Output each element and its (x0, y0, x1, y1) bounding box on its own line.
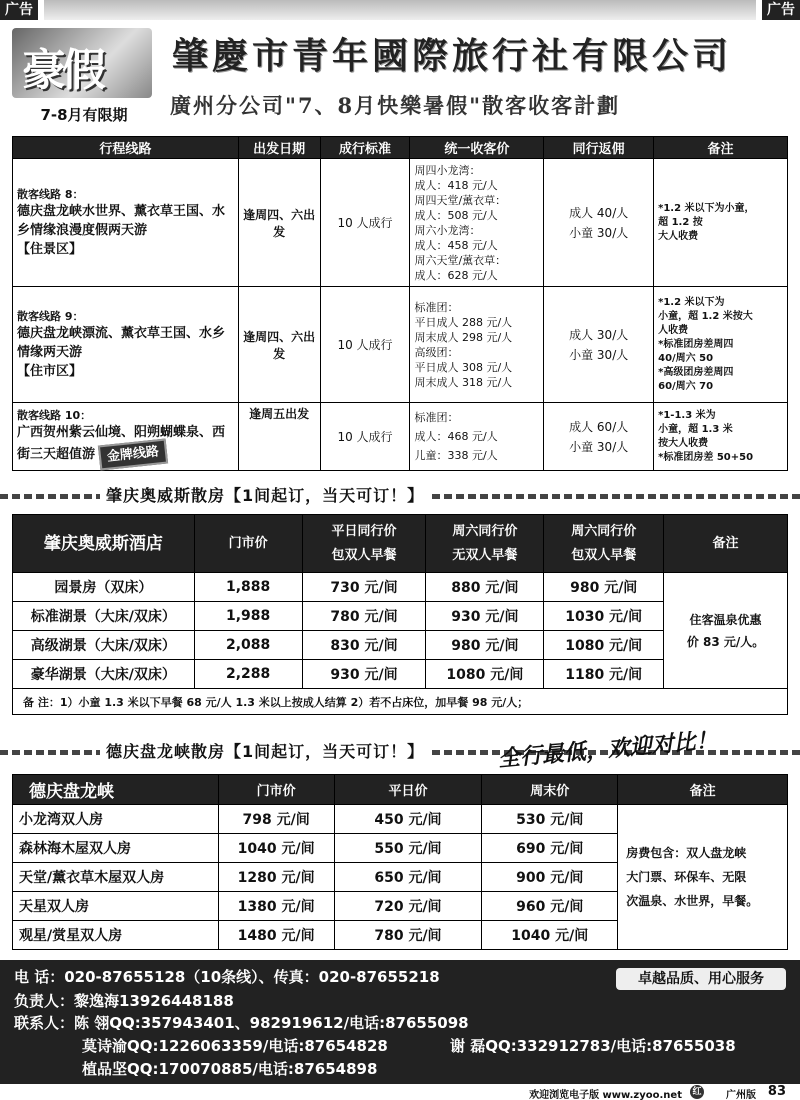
weekday-price: 650 元/间 (334, 863, 482, 892)
hotel-note (664, 573, 788, 689)
commission-line: 小童 30/人 (569, 347, 629, 362)
table-row (13, 573, 788, 602)
note-line: 房费包含：双人盘龙峡 (626, 846, 747, 860)
route-note (654, 287, 788, 403)
canyon-section-text: 德庆盘龙峡散房【1间起订，当天可订！】 (100, 740, 430, 764)
route-cell (13, 287, 239, 403)
room-type: 园景房（双床） (13, 573, 195, 602)
header-commission: 同行返佣 (544, 137, 654, 159)
price-line: 周四天堂/薰衣草： (414, 193, 507, 207)
price-line: 成人：508 元/人 (414, 208, 498, 222)
commission-line: 成人 30/人 (569, 327, 629, 342)
page-subtitle: 廣州分公司"7、8月快樂暑假"散客收客計劃 (170, 93, 621, 118)
route-commission (544, 159, 654, 287)
weekday-price: 550 元/间 (334, 834, 482, 863)
rack-price: 1480 元/间 (218, 921, 334, 950)
route-cell (13, 403, 239, 471)
sat-bf-price: 1080 元/间 (544, 631, 664, 660)
rack-price: 798 元/间 (218, 805, 334, 834)
note-line: 超 1.2 按 (658, 216, 703, 228)
table-row (13, 159, 788, 287)
routes-table (12, 136, 788, 471)
room-type: 观星/赏星双人房 (13, 921, 219, 950)
hotel-name: 肇庆奥威斯酒店 (13, 515, 195, 573)
table-row (13, 689, 788, 715)
commission-line: 成人 40/人 (569, 205, 629, 220)
gold-route-badge: 金牌线路 (98, 438, 168, 470)
header-line: 无双人早餐 (452, 547, 518, 563)
page-number: 83 (767, 1084, 786, 1099)
price-line: 儿童：338 元/人 (414, 449, 498, 462)
note-line: 人收费 (658, 324, 689, 336)
note-line: *1.2 米以下为小童， (658, 202, 755, 214)
price-line: 周六小龙湾： (414, 223, 481, 237)
price-line: 平日成人 308 元/人 (414, 360, 513, 374)
hotel-section-text: 肇庆奥威斯散房【1间起订，当天可订！】 (100, 484, 430, 508)
slogan: 全行最低，欢迎对比！ (497, 728, 719, 773)
route-note (654, 403, 788, 471)
route-commission (544, 287, 654, 403)
price-line: 周末成人 298 元/人 (414, 330, 513, 344)
note-line: 次温泉、水世界，早餐。 (626, 894, 759, 908)
promo-logo (8, 28, 160, 124)
price-line: 成人：418 元/人 (414, 178, 498, 192)
route-date: 逢周四、六出发 (238, 159, 320, 287)
header-weekday: 平日价 (334, 775, 482, 805)
manager: 负责人：黎逸海13926448188 (14, 992, 234, 1010)
route-cell (13, 159, 239, 287)
rack-price: 1,988 (194, 602, 302, 631)
contact-line: 莫诗渝QQ:1226063359/电话:87654828 (82, 1037, 388, 1055)
header-sat-bf (544, 515, 664, 573)
note-line: *标准团房差 50+50 (658, 451, 754, 463)
company-name: 肇慶市青年國際旅行社有限公司 (172, 35, 733, 77)
sat-nobf-price: 880 元/间 (426, 573, 544, 602)
weekday-price: 930 元/间 (302, 660, 426, 689)
note-line: 大门票、环保车、无限 (626, 870, 747, 884)
routes-header-row (13, 137, 788, 159)
note-line: 住客温泉优惠 (689, 612, 762, 627)
room-type: 森林海木屋双人房 (13, 834, 219, 863)
room-type: 小龙湾双人房 (13, 805, 219, 834)
header-price: 统一收客价 (410, 137, 544, 159)
sat-bf-price: 1030 元/间 (544, 602, 664, 631)
commission-line: 成人 60/人 (569, 419, 629, 434)
logo-box (12, 28, 152, 98)
website-text: 欢迎浏览电子版 www.zyoo.net (529, 1090, 682, 1100)
table-row (13, 403, 788, 471)
note-line: *标准团房差周四 (658, 338, 734, 350)
note-line: 小童，超 1.2 米按大 (658, 310, 753, 322)
sat-bf-price: 1180 元/间 (544, 660, 664, 689)
note-line: 价 83 元/人。 (686, 634, 765, 649)
note-line: 大人收费 (658, 230, 699, 242)
note-line: 40/周六 50 (658, 352, 714, 364)
header-date: 出发日期 (238, 137, 320, 159)
header-line: 包双人早餐 (331, 547, 397, 563)
table-row (13, 287, 788, 403)
route-date: 逢周五出发 (238, 403, 320, 471)
weekday-price: 780 元/间 (334, 921, 482, 950)
ad-label-right: 广告 (762, 0, 800, 20)
price-line: 标准团： (414, 300, 459, 314)
weekday-price: 830 元/间 (302, 631, 426, 660)
route-date: 逢周四、六出发 (238, 287, 320, 403)
route-desc: 德庆盘龙峡漂流、薰衣草王国、水乡情缘两天游 (17, 326, 226, 360)
price-line: 高级团： (414, 345, 459, 359)
weekend-price: 960 元/间 (482, 892, 618, 921)
route-standard: 10 人成行 (320, 287, 410, 403)
note-line: *1-1.3 米为 (658, 409, 716, 421)
route-name: 散客线路 8： (17, 188, 84, 201)
room-type: 天堂/薰衣草木屋双人房 (13, 863, 219, 892)
header-line: 平日同行价 (331, 523, 397, 539)
top-divider (44, 0, 756, 20)
contact-line: 谢 磊QQ:332912783/电话:87655038 (450, 1037, 736, 1055)
route-prices (410, 287, 544, 403)
rack-price: 1,888 (194, 573, 302, 602)
note-line: *1.2 米以下为 (658, 296, 725, 308)
edition-label: 广州版 (726, 1090, 756, 1100)
weekday-price: 720 元/间 (334, 892, 482, 921)
route-prices (410, 159, 544, 287)
route-prices (410, 403, 544, 471)
weekday-price: 450 元/间 (334, 805, 482, 834)
route-desc-text: 广西贺州紫云仙境、阳朔蝴蝶泉、西街三天超值游 (17, 424, 226, 462)
route-standard: 10 人成行 (320, 159, 410, 287)
rack-price: 1280 元/间 (218, 863, 334, 892)
rack-price: 2,288 (194, 660, 302, 689)
room-type: 天星双人房 (13, 892, 219, 921)
contact-footer (0, 960, 800, 1084)
header-note: 备注 (618, 775, 788, 805)
table-row (13, 805, 788, 834)
header-note: 备注 (654, 137, 788, 159)
contact-line: 联系人：陈 翎QQ:357943401、982919612/电话:87655098 (14, 1014, 469, 1032)
page-footer (0, 1084, 800, 1100)
sat-bf-price: 980 元/间 (544, 573, 664, 602)
weekend-price: 530 元/间 (482, 805, 618, 834)
sat-nobf-price: 1080 元/间 (426, 660, 544, 689)
header-standard: 成行标准 (320, 137, 410, 159)
route-commission (544, 403, 654, 471)
note-line: 小童，超 1.3 米 (658, 423, 733, 435)
brand-logo-icon: 红 (690, 1085, 704, 1099)
weekend-price: 900 元/间 (482, 863, 618, 892)
rack-price: 2,088 (194, 631, 302, 660)
weekday-price: 780 元/间 (302, 602, 426, 631)
header-rack: 门市价 (194, 515, 302, 573)
route-note (654, 159, 788, 287)
phone-fax: 电 话：020-87655128（10条线）、传真：020-87655218 (14, 968, 440, 986)
route-desc (17, 423, 234, 467)
route-area: 【住市区】 (17, 364, 83, 379)
room-type: 标准湖景（大床/双床） (13, 602, 195, 631)
header-weekday (302, 515, 426, 573)
logo-caption: 7-8月有限期 (40, 106, 128, 124)
room-type: 高级湖景（大床/双床） (13, 631, 195, 660)
route-area: 【住景区】 (17, 242, 83, 257)
hotel-footnote: 备 注：1）小童 1.3 米以下早餐 68 元/人 1.3 米以上按成人结算 2）若不占床位，加早餐 98 元/人； (13, 689, 788, 715)
price-line: 成人：458 元/人 (414, 238, 498, 252)
weekend-price: 1040 元/间 (482, 921, 618, 950)
header-line: 周六同行价 (571, 523, 637, 539)
hotel-header-row (13, 515, 788, 573)
note-line: 按大人收费 (658, 437, 709, 449)
hotel-section-title (0, 484, 800, 508)
tagline-badge: 卓越品质、用心服务 (616, 968, 786, 990)
route-standard: 10 人成行 (320, 403, 410, 471)
hotel-table (12, 514, 788, 715)
price-line: 成人：468 元/人 (414, 430, 498, 443)
price-line: 成人：628 元/人 (414, 268, 498, 282)
header-sat-nobf (426, 515, 544, 573)
canyon-note (618, 805, 788, 950)
price-line: 平日成人 288 元/人 (414, 315, 513, 329)
header-rack: 门市价 (218, 775, 334, 805)
header-note: 备注 (664, 515, 788, 573)
canyon-name: 德庆盘龙峡 (13, 775, 219, 805)
price-line: 周末成人 318 元/人 (414, 375, 513, 389)
header-route: 行程线路 (13, 137, 239, 159)
weekend-price: 690 元/间 (482, 834, 618, 863)
route-name: 散客线路 9： (17, 310, 84, 323)
canyon-header-row (13, 775, 788, 805)
canyon-table (12, 774, 788, 950)
commission-line: 小童 30/人 (569, 439, 629, 454)
rack-price: 1040 元/间 (218, 834, 334, 863)
contact-line: 植品坚QQ:170070885/电话:87654898 (82, 1060, 378, 1078)
room-type: 豪华湖景（大床/双床） (13, 660, 195, 689)
route-name: 散客线路 10： (17, 408, 92, 422)
weekday-price: 730 元/间 (302, 573, 426, 602)
header-line: 周六同行价 (452, 523, 518, 539)
price-line: 标准团： (414, 411, 459, 424)
ad-label-left: 广告 (0, 0, 38, 20)
price-line: 周六天堂/薰衣草： (414, 253, 507, 267)
logo-glyph: 豪假 (22, 45, 102, 96)
header-line: 包双人早餐 (571, 547, 637, 563)
sat-nobf-price: 980 元/间 (426, 631, 544, 660)
note-line: 60/周六 70 (658, 380, 714, 392)
note-line: *高级团房差周四 (658, 366, 734, 378)
route-desc: 德庆盘龙峡水世界、薰衣草王国、水乡情缘浪漫度假两天游 (17, 204, 226, 238)
commission-line: 小童 30/人 (569, 225, 629, 240)
header-weekend: 周末价 (482, 775, 618, 805)
price-line: 周四小龙湾： (414, 163, 481, 177)
rack-price: 1380 元/间 (218, 892, 334, 921)
sat-nobf-price: 930 元/间 (426, 602, 544, 631)
